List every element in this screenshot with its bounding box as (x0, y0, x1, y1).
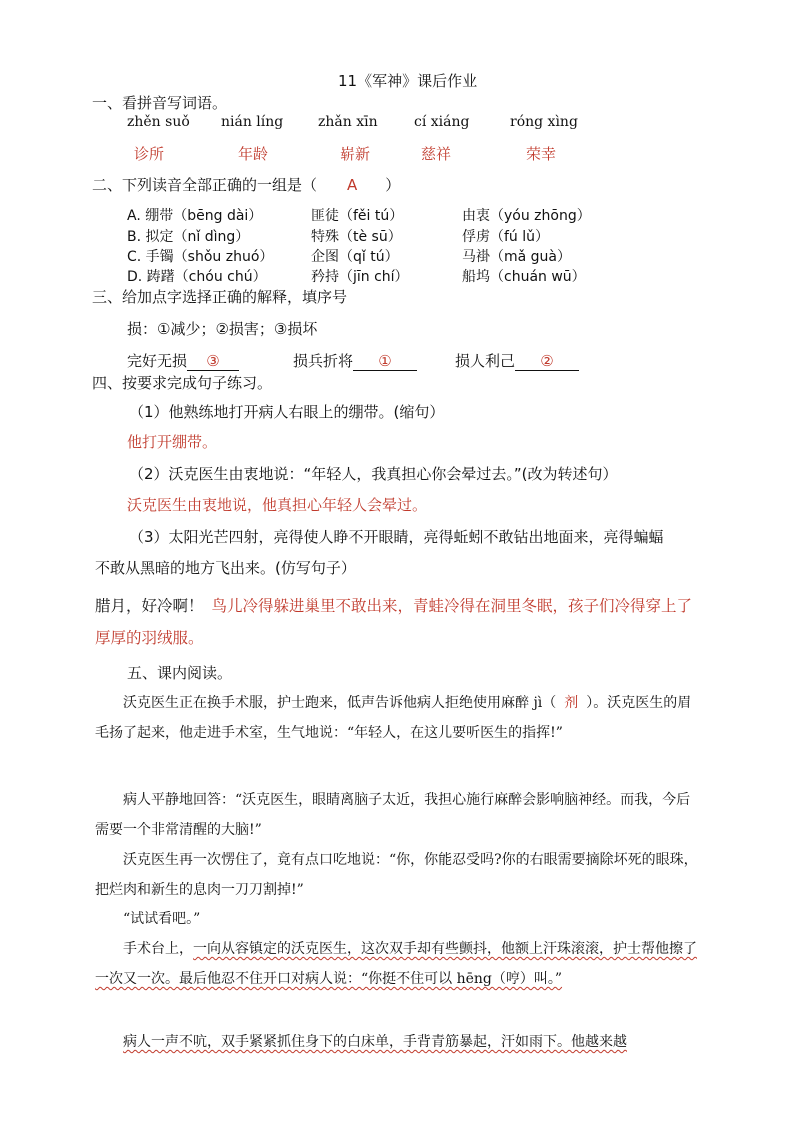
option-a-3: 由衷（yóu zhōng） (462, 208, 591, 224)
reading-paragraph-4 (95, 904, 703, 934)
answer-3-line2: 厚厚的羽绒服。 (95, 629, 204, 647)
pinyin-4: cí xiáng (414, 114, 470, 130)
answer-3-prefix: 腊月，好冷啊！ (95, 597, 204, 615)
answer-word-2: 年龄 (238, 145, 269, 163)
option-c-2: 企图（qǐ tú） (311, 249, 399, 265)
option-d-1: D. 踌躇（chóu chú） (127, 269, 267, 285)
section2-answer: A (347, 176, 358, 194)
fill-answer-1: ③ (187, 352, 239, 371)
section1-heading: 一、看拼音写词语。 (92, 94, 228, 112)
answer-word-4: 慈祥 (421, 145, 452, 163)
section2-heading-close: ） (385, 176, 401, 194)
pinyin-3: zhǎn xīn (318, 114, 378, 130)
option-d-2: 矜持（jīn chí） (311, 269, 409, 285)
definition-line: 损：①减少；②损害；③损坏 (127, 320, 318, 338)
answer-3-line1 (95, 594, 692, 616)
question-2: （2）沃克医生由衷地说：“年轻人，我真担心你会晕过去。”(改为转述句） (129, 465, 618, 483)
fill-item-1 (127, 350, 239, 371)
answer-2: 沃克医生由衷地说，他真担心年轻人会晕过。 (127, 496, 428, 514)
answer-word-1: 诊所 (134, 145, 165, 163)
option-c-1: C. 手镯（shǒu zhuó） (127, 249, 274, 265)
option-b-1: B. 拟定（nǐ dìng） (127, 229, 250, 245)
reading-paragraph-6 (95, 1027, 703, 1057)
section4-heading: 四、按要求完成句子练习。 (92, 374, 273, 392)
option-b-2: 特殊（tè sū） (311, 229, 402, 245)
reading-p1-a: 沃克医生正在换手术服，护士跑来，低声告诉他病人拒绝使用麻醉 jì（ (123, 695, 557, 711)
question-3-line1: （3）太阳光芒四射，亮得使人睁不开眼睛，亮得蚯蚓不敢钻出地面来，亮得蝙蝠 (129, 528, 664, 546)
reading-p5-underlined: 一向从容镇定的沃克医生，这次双手却有些颤抖，他额上汗珠滚滚，护士帮他擦了一次又一次。最后他忍不住开口对病人说：“你挺不住可以 hēng（哼）叫。” (95, 941, 697, 987)
reading-p2: 病人平静地回答：“沃克医生，眼睛离脑子太近，我担心施行麻醉会影响脑神经。而我，今后需要一个非常清醒的大脑!” (95, 792, 691, 838)
option-b-3: 俘虏（fú lǔ） (462, 229, 550, 245)
fill-answer-2: ① (353, 352, 417, 371)
question-3-line2: 不敢从黑暗的地方飞出来。(仿写句子） (95, 559, 356, 577)
fill-item-3 (455, 350, 579, 371)
page-title: 11《军神》课后作业 (338, 72, 478, 90)
fill-phrase-1: 完好无损 (127, 352, 188, 370)
reading-paragraph-1 (95, 688, 703, 748)
pinyin-1: zhěn suǒ (127, 114, 190, 130)
answer-3-text: 鸟儿冷得躲进巢里不敢出来，青蛙冷得在洞里冬眠，孩子们冷得穿上了 (211, 597, 693, 615)
pinyin-5: róng xìng (510, 114, 578, 130)
reading-p6-underlined: 病人一声不吭，双手紧紧抓住身下的白床单，手背青筋暴起，汗如雨下。他越来越 (123, 1034, 627, 1050)
fill-phrase-3: 损人利己 (455, 352, 516, 370)
reading-paragraph-3 (95, 845, 703, 905)
answer-1: 他打开绷带。 (127, 433, 218, 451)
reading-p5-a: 手术台上， (123, 941, 193, 957)
answer-word-3: 崭新 (340, 145, 371, 163)
reading-paragraph-5 (95, 934, 703, 994)
reading-paragraph-2 (95, 785, 703, 845)
section5-heading: 五、课内阅读。 (127, 664, 233, 682)
option-c-3: 马褂（mǎ guà） (462, 249, 572, 265)
option-a-1: A. 绷带（bēng dài） (127, 208, 263, 224)
reading-p1-b: ）。沃克医生的眉毛扬了起来，他走进手术室，生气地说：“年轻人，在这儿要听医生的指挥!” (95, 695, 692, 741)
reading-p1-answer: 剂 (564, 695, 579, 711)
option-a-2: 匪徒（fěi tú） (311, 208, 404, 224)
section2-heading (92, 174, 400, 195)
reading-p3: 沃克医生再一次愣住了，竟有点口吃地说：“你，你能忍受吗?你的右眼需要摘除坏死的眼珠，把烂肉和新生的息肉一刀刀割掉!” (95, 852, 698, 898)
answer-word-5: 荣幸 (526, 145, 557, 163)
reading-p4: “试试看吧。” (123, 911, 201, 927)
pinyin-2: nián líng (221, 114, 284, 130)
fill-phrase-2: 损兵折将 (293, 352, 354, 370)
section2-heading-text: 二、下列读音全部正确的一组是（ (92, 176, 318, 194)
fill-item-2 (293, 350, 417, 371)
fill-answer-3: ② (515, 352, 579, 371)
option-d-3: 船坞（chuán wū） (462, 269, 586, 285)
section3-heading: 三、给加点字选择正确的解释，填序号 (92, 288, 348, 306)
question-1: （1）他熟练地打开病人右眼上的绷带。(缩句） (129, 403, 445, 421)
